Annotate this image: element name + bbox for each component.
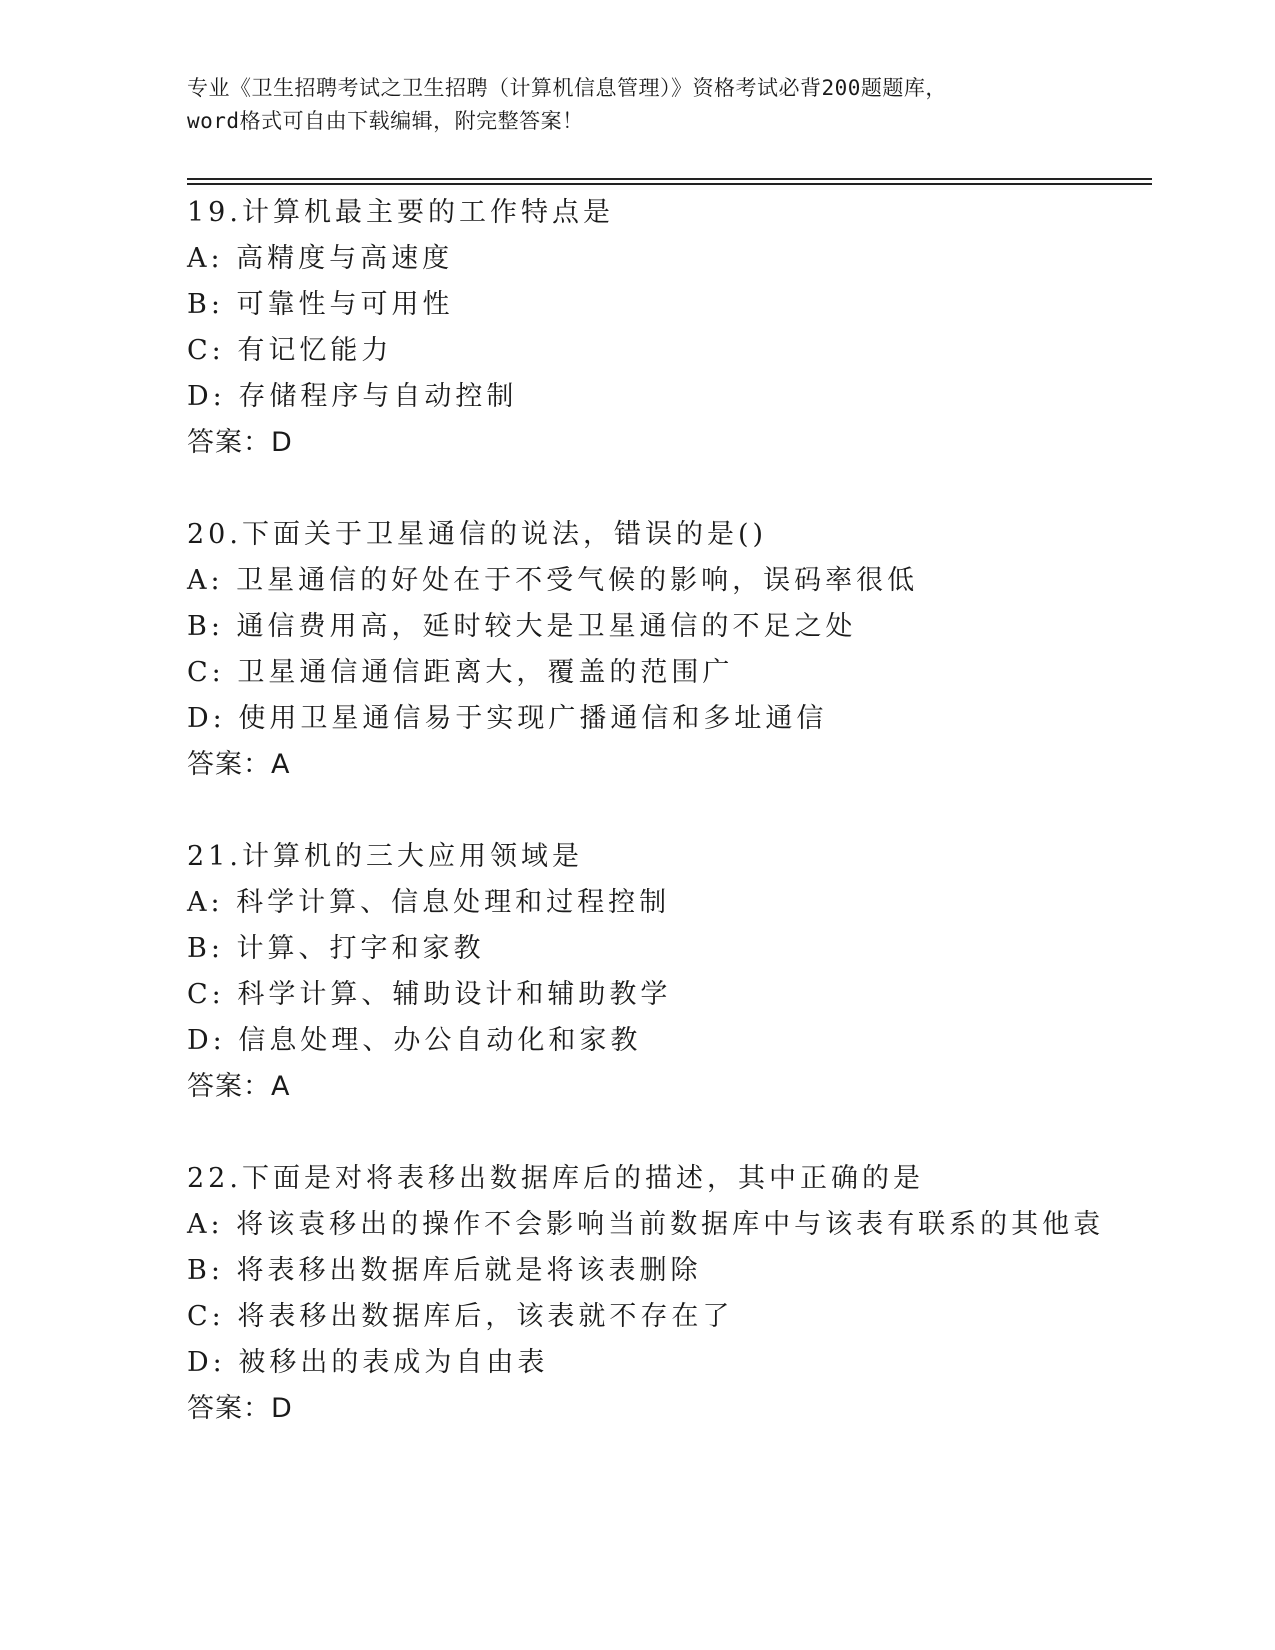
question-20 [187, 512, 1152, 788]
answer-label: 答案：D [187, 1393, 293, 1424]
question-stem: 19.计算机最主要的工作特点是 [187, 197, 614, 228]
question-21 [187, 834, 1152, 1110]
question-stem: 20.下面关于卫星通信的说法，错误的是() [187, 519, 768, 550]
header-title-line-1: 专业《卫生招聘考试之卫生招聘（计算机信息管理）》资格考试必背200题题库， [187, 76, 947, 100]
option-a: A: 科学计算、信息处理和过程控制 [187, 887, 671, 918]
answer-label: 答案：A [187, 749, 291, 780]
option-d: D: 被移出的表成为自由表 [187, 1347, 549, 1378]
question-19 [187, 190, 1152, 466]
option-a: A: 高精度与高速度 [187, 243, 454, 274]
option-c: C: 卫星通信通信距离大，覆盖的范围广 [187, 657, 734, 688]
option-a: A: 将该袁移出的操作不会影响当前数据库中与该表有联系的其他袁 [187, 1209, 1105, 1240]
option-d: D: 使用卫星通信易于实现广播通信和多址通信 [187, 703, 828, 734]
option-a: A: 卫星通信的好处在于不受气候的影响，误码率很低 [187, 565, 919, 596]
header-title-line-2: word格式可自由下载编辑，附完整答案！ [187, 109, 584, 133]
option-c: C: 科学计算、辅助设计和辅助教学 [187, 979, 672, 1010]
option-c: C: 有记忆能力 [187, 335, 393, 366]
header-divider-top [187, 178, 1152, 180]
option-b: B: 计算、打字和家教 [187, 933, 485, 964]
answer-label: 答案：D [187, 427, 293, 458]
question-stem: 21.计算机的三大应用领域是 [187, 841, 583, 872]
option-d: D: 存储程序与自动控制 [187, 381, 518, 412]
option-b: B: 将表移出数据库后就是将该表删除 [187, 1255, 702, 1286]
option-b: B: 通信费用高，延时较大是卫星通信的不足之处 [187, 611, 857, 642]
question-stem: 22.下面是对将表移出数据库后的描述，其中正确的是 [187, 1163, 924, 1194]
question-list [187, 190, 1152, 1478]
option-b: B: 可靠性与可用性 [187, 289, 454, 320]
answer-label: 答案：A [187, 1071, 291, 1102]
option-d: D: 信息处理、办公自动化和家教 [187, 1025, 642, 1056]
option-c: C: 将表移出数据库后，该表就不存在了 [187, 1301, 734, 1332]
question-22 [187, 1156, 1152, 1432]
header-divider-bottom [187, 183, 1152, 185]
document-header [187, 72, 1087, 138]
